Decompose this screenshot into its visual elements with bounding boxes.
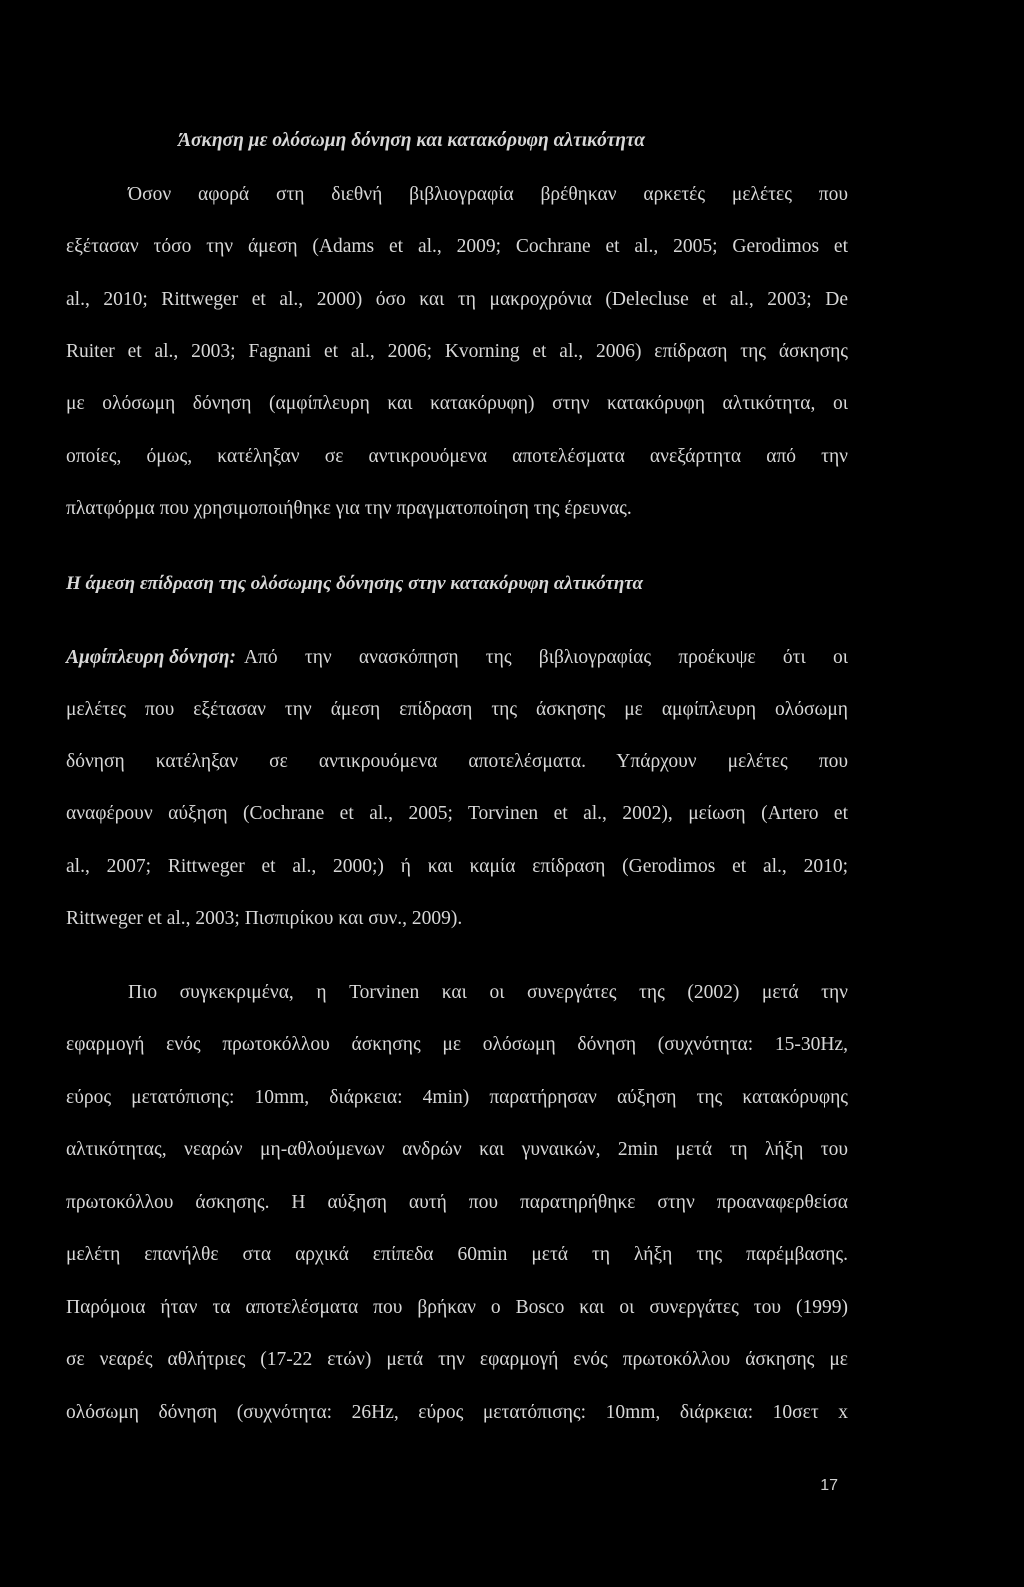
paragraph-line xyxy=(66,646,848,670)
paragraph-line-rest: Από την ανασκόπηση της βιβλιογραφίας προέκυψε ότι οι xyxy=(243,647,848,668)
paragraph-label: Αμφίπλευρη δόνηση: xyxy=(66,647,236,668)
paragraph-line: εξέτασαν τόσο την άμεση (Adams et al., 2009; Cochrane et al., 2005; Gerodimos et xyxy=(66,236,848,257)
paragraph-line: Παρόμοια ήταν τα αποτελέσματα που βρήκαν ο Bosco και οι συνεργάτες του (1999) xyxy=(66,1297,848,1318)
paragraph-line: Όσον αφορά στη διεθνή βιβλιογραφία βρέθηκαν αρκετές μελέτες που xyxy=(128,184,848,205)
paragraph-line: al., 2010; Rittweger et al., 2000) όσο και τη μακροχρόνια (Delecluse et al., 2003; De xyxy=(66,289,848,310)
paragraph-line: μελέτες που εξέτασαν την άμεση επίδραση της άσκησης με αμφίπλευρη ολόσωμη xyxy=(66,699,848,720)
paragraph-line: εύρος μετατόπισης: 10mm, διάρκεια: 4min) παρατήρησαν αύξηση της κατακόρυφης xyxy=(66,1087,848,1108)
paragraph-line: σε νεαρές αθλήτριες (17-22 ετών) μετά την εφαρμογή ενός πρωτοκόλλου άσκησης με xyxy=(66,1349,848,1370)
paragraph-line: μελέτη επανήλθε στα αρχικά επίπεδα 60min μετά τη λήξη της παρέμβασης. xyxy=(66,1244,848,1265)
paragraph-line: al., 2007; Rittweger et al., 2000;) ή και καμία επίδραση (Gerodimos et al., 2010; xyxy=(66,856,848,877)
paragraph-line: με ολόσωμη δόνηση (αμφίπλευρη και κατακόρυφη) στην κατακόρυφη αλτικότητα, οι xyxy=(66,393,848,414)
paragraph-line: οποίες, όμως, κατέληξαν σε αντικρουόμενα αποτελέσματα ανεξάρτητα από την xyxy=(66,446,848,467)
paragraph-line: ολόσωμη δόνηση (συχνότητα: 26Hz, εύρος μετατόπισης: 10mm, διάρκεια: 10σετ x xyxy=(66,1402,848,1423)
paragraph-line: Ruiter et al., 2003; Fagnani et al., 2006; Kvorning et al., 2006) επίδραση της άσκησης xyxy=(66,341,848,362)
paragraph-line: Πιο συγκεκριμένα, η Torvinen και οι συνεργάτες της (2002) μετά την xyxy=(128,982,848,1003)
paragraph-line: Rittweger et al., 2003; Πισπιρίκου και συν., 2009). xyxy=(66,908,463,929)
section-title: Άσκηση με ολόσωμη δόνηση και κατακόρυφη αλτικότητα xyxy=(178,130,646,151)
page-number: 17 xyxy=(820,1477,838,1494)
paragraph-line: πλατφόρμα που χρησιμοποιήθηκε για την πραγματοποίηση της έρευνας. xyxy=(66,498,632,519)
paragraph-line: εφαρμογή ενός πρωτοκόλλου άσκησης με ολόσωμη δόνηση (συχνότητα: 15-30Hz, xyxy=(66,1034,848,1055)
paragraph-line: αναφέρουν αύξηση (Cochrane et al., 2005; Torvinen et al., 2002), μείωση (Artero et xyxy=(66,803,848,824)
paragraph-line: δόνηση κατέληξαν σε αντικρουόμενα αποτελέσματα. Υπάρχουν μελέτες που xyxy=(66,751,848,772)
paragraph-line: πρωτοκόλλου άσκησης. Η αύξηση αυτή που παρατηρήθηκε στην προαναφερθείσα xyxy=(66,1192,848,1213)
subheading: Η άμεση επίδραση της ολόσωμης δόνησης στην κατακόρυφη αλτικότητα xyxy=(66,573,643,594)
paragraph-line: αλτικότητας, νεαρών μη-αθλούμενων ανδρών και γυναικών, 2min μετά τη λήξη του xyxy=(66,1139,848,1160)
